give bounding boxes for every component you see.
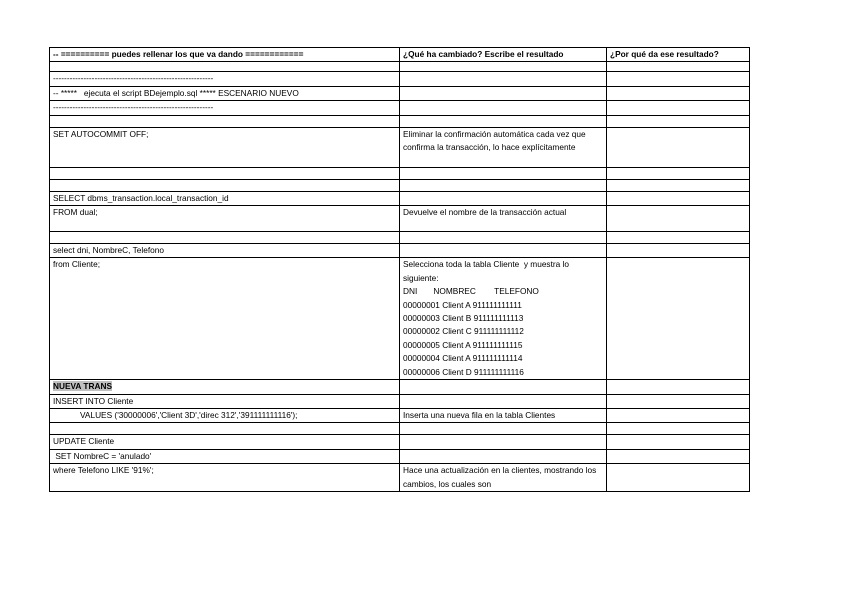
reason-cell bbox=[607, 258, 750, 380]
reason-cell bbox=[607, 380, 750, 394]
statement-cell: SET NombreC = 'anulado' bbox=[50, 449, 400, 463]
statement-cell: -- ***** ejecuta el script BDejemplo.sql ***** ESCENARIO NUEVO bbox=[50, 86, 400, 100]
statement-cell bbox=[50, 115, 400, 127]
reason-cell bbox=[607, 179, 750, 191]
table-row bbox=[50, 62, 750, 72]
statement-cell: ---------------------------------------------------------- bbox=[50, 72, 400, 86]
reason-cell bbox=[607, 62, 750, 72]
table-row bbox=[50, 464, 750, 492]
result-cell bbox=[400, 232, 607, 244]
reason-cell bbox=[607, 394, 750, 408]
statement-cell: where Telefono LIKE '91%'; bbox=[50, 464, 400, 492]
reason-cell bbox=[607, 127, 750, 167]
result-cell bbox=[400, 72, 607, 86]
table-row bbox=[50, 167, 750, 179]
header-cell-what-changed: ¿Qué ha cambiado? Escribe el resultado bbox=[400, 48, 607, 62]
statement-cell: SET AUTOCOMMIT OFF; bbox=[50, 127, 400, 167]
statement-cell: FROM dual; bbox=[50, 206, 400, 232]
result-cell: Hace una actualización en la clientes, mostrando los cambios, los cuales son bbox=[400, 464, 607, 492]
statement-cell: VALUES ('30000006','Client 3D','direc 312','391111111116'); bbox=[50, 408, 400, 422]
reason-cell bbox=[607, 244, 750, 258]
reason-cell bbox=[607, 86, 750, 100]
table-row bbox=[50, 191, 750, 205]
table-row bbox=[50, 435, 750, 449]
table-row bbox=[50, 115, 750, 127]
table-row bbox=[50, 206, 750, 232]
exercise-table bbox=[49, 47, 750, 492]
statement-cell: INSERT INTO Cliente bbox=[50, 394, 400, 408]
result-cell bbox=[400, 380, 607, 394]
result-cell bbox=[400, 179, 607, 191]
table-row bbox=[50, 127, 750, 167]
table-row bbox=[50, 449, 750, 463]
reason-cell bbox=[607, 464, 750, 492]
result-cell bbox=[400, 167, 607, 179]
table-row bbox=[50, 101, 750, 115]
worksheet bbox=[49, 47, 749, 492]
reason-cell bbox=[607, 449, 750, 463]
result-cell bbox=[400, 244, 607, 258]
reason-cell bbox=[607, 206, 750, 232]
result-cell bbox=[400, 101, 607, 115]
header-row bbox=[50, 48, 750, 62]
result-cell bbox=[400, 86, 607, 100]
table-row bbox=[50, 232, 750, 244]
reason-cell bbox=[607, 101, 750, 115]
table-row bbox=[50, 423, 750, 435]
statement-cell bbox=[50, 62, 400, 72]
table-row bbox=[50, 244, 750, 258]
table-row bbox=[50, 380, 750, 394]
result-cell bbox=[400, 449, 607, 463]
result-cell bbox=[400, 191, 607, 205]
header-cell-why: ¿Por qué da ese resultado? bbox=[607, 48, 750, 62]
reason-cell bbox=[607, 232, 750, 244]
table-row bbox=[50, 72, 750, 86]
statement-cell bbox=[50, 179, 400, 191]
result-cell bbox=[400, 62, 607, 72]
result-cell: Selecciona toda la tabla Cliente y muestra lo siguiente: DNI NOMBREC TELEFONO 00000001 Client A 911111111111 00000003 Client B 911111111113 00000002 Client C 911111111112 00000005 Client A 911111111115 00000004 Client A 911111111114 00000006 Client D 911111111116 bbox=[400, 258, 607, 380]
header-cell-statement: -- ========== puedes rellenar los que va dando ============ bbox=[50, 48, 400, 62]
result-cell bbox=[400, 394, 607, 408]
statement-cell bbox=[50, 380, 400, 394]
statement-cell: from Cliente; bbox=[50, 258, 400, 380]
result-cell: Devuelve el nombre de la transacción actual bbox=[400, 206, 607, 232]
reason-cell bbox=[607, 408, 750, 422]
result-cell: Eliminar la confirmación automática cada vez que confirma la transacción, lo hace explícitamente bbox=[400, 127, 607, 167]
table-row bbox=[50, 258, 750, 380]
reason-cell bbox=[607, 72, 750, 86]
statement-cell: UPDATE Cliente bbox=[50, 435, 400, 449]
result-cell bbox=[400, 115, 607, 127]
result-cell bbox=[400, 435, 607, 449]
table-row bbox=[50, 179, 750, 191]
reason-cell bbox=[607, 167, 750, 179]
statement-cell: select dni, NombreC, Telefono bbox=[50, 244, 400, 258]
reason-cell bbox=[607, 435, 750, 449]
result-cell bbox=[400, 423, 607, 435]
statement-cell: ---------------------------------------------------------- bbox=[50, 101, 400, 115]
result-cell: Inserta una nueva fila en la tabla Clientes bbox=[400, 408, 607, 422]
table-row bbox=[50, 86, 750, 100]
highlighted-label: NUEVA TRANS bbox=[53, 381, 113, 392]
table-row bbox=[50, 408, 750, 422]
reason-cell bbox=[607, 115, 750, 127]
table-row bbox=[50, 394, 750, 408]
reason-cell bbox=[607, 191, 750, 205]
statement-cell bbox=[50, 423, 400, 435]
statement-cell: SELECT dbms_transaction.local_transaction_id bbox=[50, 191, 400, 205]
statement-cell bbox=[50, 232, 400, 244]
statement-cell bbox=[50, 167, 400, 179]
reason-cell bbox=[607, 423, 750, 435]
